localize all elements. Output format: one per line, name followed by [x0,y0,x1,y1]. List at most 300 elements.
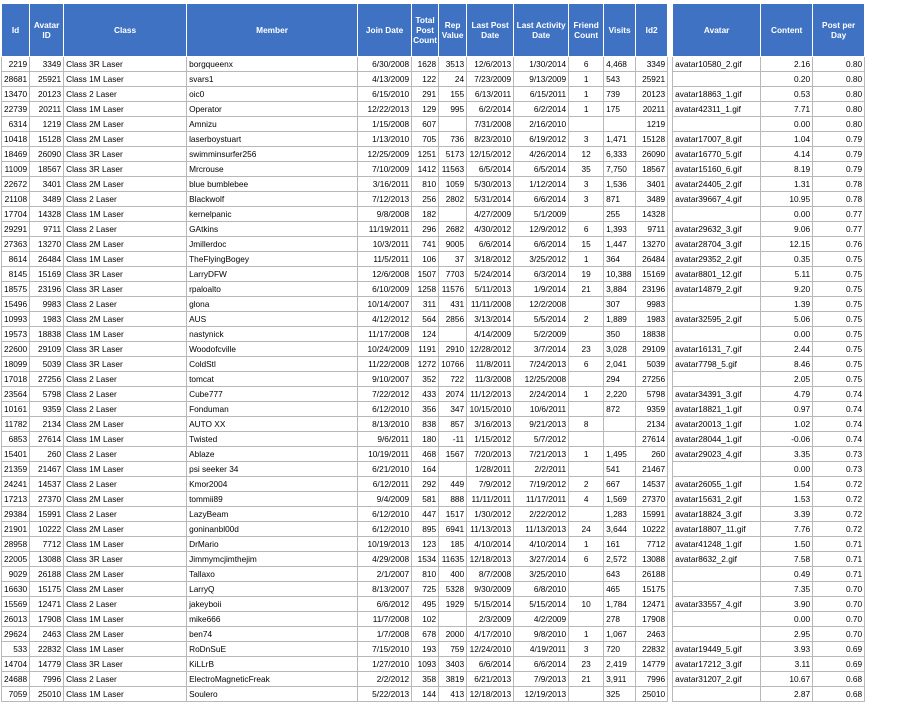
cell-join-date[interactable]: 4/13/2009 [358,72,412,87]
table-row[interactable] [2,507,865,522]
cell-friend-count[interactable]: 23 [569,342,604,357]
cell-member[interactable]: Blackwolf [187,192,358,207]
cell-post-per-day[interactable]: 0.73 [813,447,865,462]
col-header-avatar[interactable]: Avatar [673,4,761,57]
cell-rep-value[interactable]: 1929 [439,597,467,612]
cell-content[interactable]: 2.87 [761,687,813,702]
cell-id2[interactable]: 15175 [636,582,668,597]
cell-join-date[interactable]: 6/6/2012 [358,597,412,612]
cell-friend-count[interactable]: 1 [569,72,604,87]
cell-content[interactable]: 1.39 [761,297,813,312]
cell-avatar[interactable] [673,462,761,477]
cell-join-date[interactable]: 8/13/2007 [358,582,412,597]
cell-content[interactable]: 10.95 [761,192,813,207]
cell-id2[interactable]: 1219 [636,117,668,132]
cell-class[interactable]: Class 2M Laser [64,492,187,507]
cell-class[interactable]: Class 3R Laser [64,267,187,282]
cell-class[interactable]: Class 2 Laser [64,402,187,417]
cell-content[interactable]: 1.54 [761,477,813,492]
cell-last-post-date[interactable]: 12/28/2012 [467,342,514,357]
cell-avatar-id[interactable]: 9359 [30,402,64,417]
cell-avatar-id[interactable]: 1219 [30,117,64,132]
cell-member[interactable]: Woodofcville [187,342,358,357]
cell-id2[interactable]: 9983 [636,297,668,312]
cell-id2[interactable]: 21467 [636,462,668,477]
cell-member[interactable]: oic0 [187,87,358,102]
cell-member[interactable]: kernelpanic [187,207,358,222]
cell-friend-count[interactable] [569,567,604,582]
cell-id2[interactable]: 26188 [636,567,668,582]
cell-class[interactable]: Class 2M Laser [64,177,187,192]
cell-content[interactable]: 0.20 [761,72,813,87]
table-row[interactable] [2,72,865,87]
cell-visits[interactable]: 1,569 [604,492,636,507]
cell-class[interactable]: Class 2M Laser [64,237,187,252]
cell-rep-value[interactable] [439,327,467,342]
cell-class[interactable]: Class 2M Laser [64,582,187,597]
cell-join-date[interactable]: 8/13/2010 [358,417,412,432]
cell-id[interactable]: 24241 [2,477,30,492]
table-row[interactable] [2,432,865,447]
cell-member[interactable]: LazyBeam [187,507,358,522]
cell-avatar-id[interactable]: 17908 [30,612,64,627]
cell-avatar[interactable] [673,372,761,387]
cell-member[interactable]: Jmillerdoc [187,237,358,252]
table-row[interactable] [2,117,865,132]
cell-id[interactable]: 7059 [2,687,30,702]
cell-post-per-day[interactable]: 0.75 [813,267,865,282]
cell-join-date[interactable]: 10/24/2009 [358,342,412,357]
cell-join-date[interactable]: 7/22/2012 [358,387,412,402]
cell-total-post-count[interactable]: 124 [412,327,439,342]
cell-rep-value[interactable]: 37 [439,252,467,267]
cell-rep-value[interactable]: 736 [439,132,467,147]
cell-friend-count[interactable] [569,432,604,447]
cell-total-post-count[interactable]: 102 [412,612,439,627]
cell-content[interactable]: 5.11 [761,267,813,282]
cell-visits[interactable]: 2,220 [604,387,636,402]
cell-total-post-count[interactable]: 495 [412,597,439,612]
cell-last-post-date[interactable]: 3/18/2012 [467,252,514,267]
cell-content[interactable]: 8.46 [761,357,813,372]
cell-content[interactable]: 0.00 [761,327,813,342]
cell-avatar[interactable] [673,72,761,87]
cell-id2[interactable]: 260 [636,447,668,462]
cell-friend-count[interactable]: 1 [569,87,604,102]
cell-avatar-id[interactable]: 27614 [30,432,64,447]
cell-last-activity-date[interactable]: 6/5/2014 [514,162,569,177]
cell-rep-value[interactable]: 347 [439,402,467,417]
cell-total-post-count[interactable]: 1258 [412,282,439,297]
cell-visits[interactable]: 1,471 [604,132,636,147]
cell-avatar[interactable]: avatar42311_1.gif [673,102,761,117]
cell-last-post-date[interactable]: 12/6/2013 [467,57,514,72]
cell-post-per-day[interactable]: 0.80 [813,87,865,102]
cell-rep-value[interactable]: 11576 [439,282,467,297]
cell-content[interactable]: 2.05 [761,372,813,387]
cell-total-post-count[interactable]: 741 [412,237,439,252]
cell-join-date[interactable]: 7/15/2010 [358,642,412,657]
cell-post-per-day[interactable]: 0.76 [813,237,865,252]
cell-friend-count[interactable] [569,462,604,477]
table-row[interactable] [2,612,865,627]
cell-last-activity-date[interactable]: 5/2/2009 [514,327,569,342]
cell-id[interactable]: 24688 [2,672,30,687]
cell-last-activity-date[interactable]: 5/15/2014 [514,597,569,612]
cell-total-post-count[interactable]: 607 [412,117,439,132]
cell-post-per-day[interactable]: 0.74 [813,417,865,432]
cell-id2[interactable]: 3349 [636,57,668,72]
cell-rep-value[interactable]: 1059 [439,177,467,192]
table-row[interactable] [2,357,865,372]
cell-post-per-day[interactable]: 0.70 [813,627,865,642]
cell-class[interactable]: Class 1M Laser [64,72,187,87]
cell-id[interactable]: 22739 [2,102,30,117]
cell-join-date[interactable]: 10/3/2011 [358,237,412,252]
cell-last-activity-date[interactable]: 2/16/2010 [514,117,569,132]
cell-avatar[interactable]: avatar34391_3.gif [673,387,761,402]
cell-post-per-day[interactable]: 0.70 [813,582,865,597]
table-row[interactable] [2,447,865,462]
cell-post-per-day[interactable]: 0.77 [813,207,865,222]
cell-content[interactable]: 10.67 [761,672,813,687]
cell-rep-value[interactable] [439,462,467,477]
table-row[interactable] [2,687,865,702]
cell-last-post-date[interactable]: 8/7/2008 [467,567,514,582]
cell-visits[interactable]: 543 [604,72,636,87]
cell-join-date[interactable]: 1/13/2010 [358,132,412,147]
cell-class[interactable]: Class 2 Laser [64,387,187,402]
cell-last-activity-date[interactable]: 12/9/2012 [514,222,569,237]
cell-total-post-count[interactable]: 705 [412,132,439,147]
cell-member[interactable]: swimminsurfer256 [187,147,358,162]
cell-last-post-date[interactable]: 5/11/2013 [467,282,514,297]
cell-last-post-date[interactable]: 6/5/2014 [467,162,514,177]
cell-total-post-count[interactable]: 810 [412,177,439,192]
cell-id[interactable]: 18575 [2,282,30,297]
cell-id2[interactable]: 7996 [636,672,668,687]
cell-id2[interactable]: 29109 [636,342,668,357]
cell-join-date[interactable]: 9/6/2011 [358,432,412,447]
cell-visits[interactable]: 541 [604,462,636,477]
cell-avatar[interactable]: avatar7798_5.gif [673,357,761,372]
cell-content[interactable]: 3.93 [761,642,813,657]
cell-class[interactable]: Class 1M Laser [64,687,187,702]
cell-avatar[interactable] [673,582,761,597]
cell-last-post-date[interactable]: 7/23/2009 [467,72,514,87]
cell-class[interactable]: Class 2 Laser [64,192,187,207]
cell-post-per-day[interactable]: 0.78 [813,177,865,192]
cell-avatar-id[interactable]: 13270 [30,237,64,252]
cell-rep-value[interactable]: 2000 [439,627,467,642]
cell-class[interactable]: Class 1M Laser [64,102,187,117]
cell-friend-count[interactable]: 21 [569,672,604,687]
cell-avatar[interactable]: avatar33557_4.gif [673,597,761,612]
cell-last-activity-date[interactable]: 11/13/2013 [514,522,569,537]
cell-class[interactable]: Class 2 Laser [64,477,187,492]
cell-avatar-id[interactable]: 18838 [30,327,64,342]
table-row[interactable] [2,522,865,537]
cell-avatar-id[interactable]: 14328 [30,207,64,222]
cell-join-date[interactable]: 6/12/2010 [358,402,412,417]
cell-id[interactable]: 10161 [2,402,30,417]
cell-last-activity-date[interactable]: 11/17/2011 [514,492,569,507]
cell-member[interactable]: jakeyboii [187,597,358,612]
cell-total-post-count[interactable]: 164 [412,462,439,477]
cell-member[interactable]: tommii89 [187,492,358,507]
cell-last-activity-date[interactable]: 2/24/2014 [514,387,569,402]
cell-friend-count[interactable]: 24 [569,522,604,537]
cell-join-date[interactable]: 4/12/2012 [358,312,412,327]
cell-class[interactable]: Class 1M Laser [64,252,187,267]
cell-id2[interactable]: 5039 [636,357,668,372]
cell-id2[interactable]: 27614 [636,432,668,447]
cell-rep-value[interactable] [439,612,467,627]
cell-class[interactable]: Class 1M Laser [64,207,187,222]
cell-avatar-id[interactable]: 3489 [30,192,64,207]
cell-member[interactable]: Cube777 [187,387,358,402]
cell-class[interactable]: Class 1M Laser [64,432,187,447]
cell-content[interactable]: -0.06 [761,432,813,447]
cell-avatar-id[interactable]: 9983 [30,297,64,312]
cell-avatar-id[interactable]: 23196 [30,282,64,297]
cell-avatar-id[interactable]: 20211 [30,102,64,117]
cell-visits[interactable]: 465 [604,582,636,597]
cell-friend-count[interactable]: 1 [569,447,604,462]
cell-avatar[interactable] [673,612,761,627]
cell-content[interactable]: 0.00 [761,207,813,222]
cell-avatar[interactable]: avatar15631_2.gif [673,492,761,507]
cell-avatar[interactable]: avatar41248_1.gif [673,537,761,552]
cell-content[interactable]: 1.53 [761,492,813,507]
cell-avatar-id[interactable]: 7712 [30,537,64,552]
table-row[interactable] [2,57,865,72]
cell-friend-count[interactable] [569,402,604,417]
cell-id2[interactable]: 25921 [636,72,668,87]
cell-avatar-id[interactable]: 2463 [30,627,64,642]
cell-join-date[interactable]: 1/7/2008 [358,627,412,642]
cell-visits[interactable]: 175 [604,102,636,117]
cell-join-date[interactable]: 11/7/2008 [358,612,412,627]
cell-last-activity-date[interactable]: 6/8/2010 [514,582,569,597]
cell-post-per-day[interactable]: 0.70 [813,597,865,612]
cell-visits[interactable]: 667 [604,477,636,492]
cell-content[interactable]: 9.06 [761,222,813,237]
cell-post-per-day[interactable]: 0.73 [813,462,865,477]
cell-member[interactable]: Operator [187,102,358,117]
cell-id[interactable]: 29624 [2,627,30,642]
cell-rep-value[interactable]: 1517 [439,507,467,522]
cell-last-activity-date[interactable]: 5/7/2012 [514,432,569,447]
cell-class[interactable]: Class 3R Laser [64,282,187,297]
cell-total-post-count[interactable]: 468 [412,447,439,462]
cell-avatar[interactable]: avatar20013_1.gif [673,417,761,432]
cell-last-activity-date[interactable]: 3/27/2014 [514,552,569,567]
cell-last-post-date[interactable]: 11/11/2008 [467,297,514,312]
cell-total-post-count[interactable]: 1507 [412,267,439,282]
cell-join-date[interactable]: 10/19/2013 [358,537,412,552]
table-row[interactable] [2,162,865,177]
cell-rep-value[interactable]: 155 [439,87,467,102]
cell-last-post-date[interactable]: 4/14/2009 [467,327,514,342]
cell-post-per-day[interactable]: 0.69 [813,657,865,672]
cell-id2[interactable]: 14537 [636,477,668,492]
cell-visits[interactable]: 872 [604,402,636,417]
cell-friend-count[interactable]: 6 [569,57,604,72]
cell-total-post-count[interactable]: 122 [412,72,439,87]
cell-last-activity-date[interactable]: 1/30/2014 [514,57,569,72]
table-row[interactable] [2,597,865,612]
cell-last-post-date[interactable]: 7/31/2008 [467,117,514,132]
cell-post-per-day[interactable]: 0.75 [813,312,865,327]
cell-avatar[interactable]: avatar29023_4.gif [673,447,761,462]
cell-member[interactable]: Fonduman [187,402,358,417]
cell-class[interactable]: Class 2M Laser [64,312,187,327]
cell-friend-count[interactable]: 19 [569,267,604,282]
cell-content[interactable]: 0.35 [761,252,813,267]
cell-avatar-id[interactable]: 26484 [30,252,64,267]
table-row[interactable] [2,297,865,312]
col-header-visits[interactable]: Visits [604,4,636,57]
cell-visits[interactable]: 720 [604,642,636,657]
cell-friend-count[interactable] [569,582,604,597]
cell-avatar[interactable]: avatar19449_5.gif [673,642,761,657]
table-row[interactable] [2,402,865,417]
cell-member[interactable]: ElectroMagneticFreak [187,672,358,687]
cell-post-per-day[interactable]: 0.80 [813,57,865,72]
cell-last-post-date[interactable]: 5/30/2013 [467,177,514,192]
cell-avatar[interactable]: avatar39667_4.gif [673,192,761,207]
table-row[interactable] [2,192,865,207]
cell-avatar-id[interactable]: 21467 [30,462,64,477]
cell-visits[interactable]: 307 [604,297,636,312]
cell-member[interactable]: LarryDFW [187,267,358,282]
cell-id2[interactable]: 1983 [636,312,668,327]
cell-visits[interactable]: 255 [604,207,636,222]
cell-class[interactable]: Class 1M Laser [64,612,187,627]
cell-content[interactable]: 8.19 [761,162,813,177]
cell-id2[interactable]: 7712 [636,537,668,552]
col-header-content[interactable]: Content [761,4,813,57]
cell-post-per-day[interactable]: 0.68 [813,687,865,702]
cell-friend-count[interactable]: 2 [569,477,604,492]
cell-class[interactable]: Class 2 Laser [64,447,187,462]
table-row[interactable] [2,537,865,552]
cell-rep-value[interactable]: 995 [439,102,467,117]
cell-total-post-count[interactable]: 1272 [412,357,439,372]
cell-post-per-day[interactable]: 0.72 [813,522,865,537]
cell-last-post-date[interactable]: 10/15/2010 [467,402,514,417]
cell-id2[interactable]: 22832 [636,642,668,657]
cell-visits[interactable]: 1,447 [604,237,636,252]
cell-last-activity-date[interactable]: 10/6/2011 [514,402,569,417]
col-header-join-date[interactable]: Join Date [358,4,412,57]
cell-id2[interactable]: 14779 [636,657,668,672]
cell-total-post-count[interactable]: 311 [412,297,439,312]
cell-post-per-day[interactable]: 0.69 [813,642,865,657]
cell-id[interactable]: 15401 [2,447,30,462]
cell-visits[interactable]: 3,644 [604,522,636,537]
cell-last-activity-date[interactable]: 9/8/2010 [514,627,569,642]
cell-join-date[interactable]: 4/29/2008 [358,552,412,567]
cell-join-date[interactable]: 6/10/2009 [358,282,412,297]
table-row[interactable] [2,477,865,492]
cell-rep-value[interactable]: 9005 [439,237,467,252]
cell-visits[interactable]: 4,468 [604,57,636,72]
cell-class[interactable]: Class 2M Laser [64,567,187,582]
cell-last-activity-date[interactable]: 3/25/2010 [514,567,569,582]
cell-last-activity-date[interactable]: 3/25/2012 [514,252,569,267]
cell-friend-count[interactable]: 1 [569,537,604,552]
cell-avatar-id[interactable]: 3349 [30,57,64,72]
cell-member[interactable]: RoDnSuE [187,642,358,657]
cell-id2[interactable]: 20211 [636,102,668,117]
cell-join-date[interactable]: 7/10/2009 [358,162,412,177]
cell-class[interactable]: Class 3R Laser [64,357,187,372]
cell-member[interactable]: Twisted [187,432,358,447]
cell-visits[interactable]: 1,067 [604,627,636,642]
cell-total-post-count[interactable]: 193 [412,642,439,657]
cell-friend-count[interactable]: 1 [569,102,604,117]
cell-class[interactable]: Class 3R Laser [64,162,187,177]
cell-visits[interactable]: 350 [604,327,636,342]
cell-join-date[interactable]: 6/30/2008 [358,57,412,72]
cell-visits[interactable]: 1,889 [604,312,636,327]
cell-id[interactable]: 17213 [2,492,30,507]
cell-total-post-count[interactable]: 1534 [412,552,439,567]
cell-content[interactable]: 4.14 [761,147,813,162]
cell-last-activity-date[interactable]: 1/9/2014 [514,282,569,297]
cell-avatar[interactable]: avatar29352_2.gif [673,252,761,267]
table-row[interactable] [2,567,865,582]
cell-visits[interactable]: 161 [604,537,636,552]
cell-content[interactable]: 7.76 [761,522,813,537]
cell-visits[interactable]: 739 [604,87,636,102]
cell-friend-count[interactable] [569,687,604,702]
cell-avatar-id[interactable]: 26090 [30,147,64,162]
cell-rep-value[interactable]: 2074 [439,387,467,402]
cell-last-activity-date[interactable]: 7/9/2013 [514,672,569,687]
cell-last-activity-date[interactable]: 3/7/2014 [514,342,569,357]
cell-class[interactable]: Class 2M Laser [64,522,187,537]
cell-last-activity-date[interactable]: 5/1/2009 [514,207,569,222]
cell-post-per-day[interactable]: 0.71 [813,552,865,567]
cell-visits[interactable]: 2,041 [604,357,636,372]
cell-last-activity-date[interactable]: 12/2/2008 [514,297,569,312]
cell-last-post-date[interactable]: 6/6/2014 [467,657,514,672]
cell-rep-value[interactable]: 2802 [439,192,467,207]
cell-rep-value[interactable]: 3819 [439,672,467,687]
cell-avatar[interactable]: avatar18807_11.gif [673,522,761,537]
cell-total-post-count[interactable]: 129 [412,102,439,117]
cell-post-per-day[interactable]: 0.79 [813,132,865,147]
cell-avatar-id[interactable]: 13088 [30,552,64,567]
cell-member[interactable]: borgqueenx [187,57,358,72]
cell-member[interactable]: AUTO XX [187,417,358,432]
cell-id[interactable]: 27363 [2,237,30,252]
cell-join-date[interactable]: 2/1/2007 [358,567,412,582]
cell-post-per-day[interactable]: 0.72 [813,507,865,522]
cell-visits[interactable]: 1,393 [604,222,636,237]
cell-avatar-id[interactable]: 27256 [30,372,64,387]
cell-total-post-count[interactable]: 1093 [412,657,439,672]
cell-last-activity-date[interactable]: 6/6/2014 [514,237,569,252]
cell-last-activity-date[interactable]: 9/21/2013 [514,417,569,432]
cell-id[interactable]: 17704 [2,207,30,222]
cell-last-post-date[interactable]: 4/27/2009 [467,207,514,222]
cell-last-activity-date[interactable]: 7/21/2013 [514,447,569,462]
cell-visits[interactable]: 871 [604,192,636,207]
